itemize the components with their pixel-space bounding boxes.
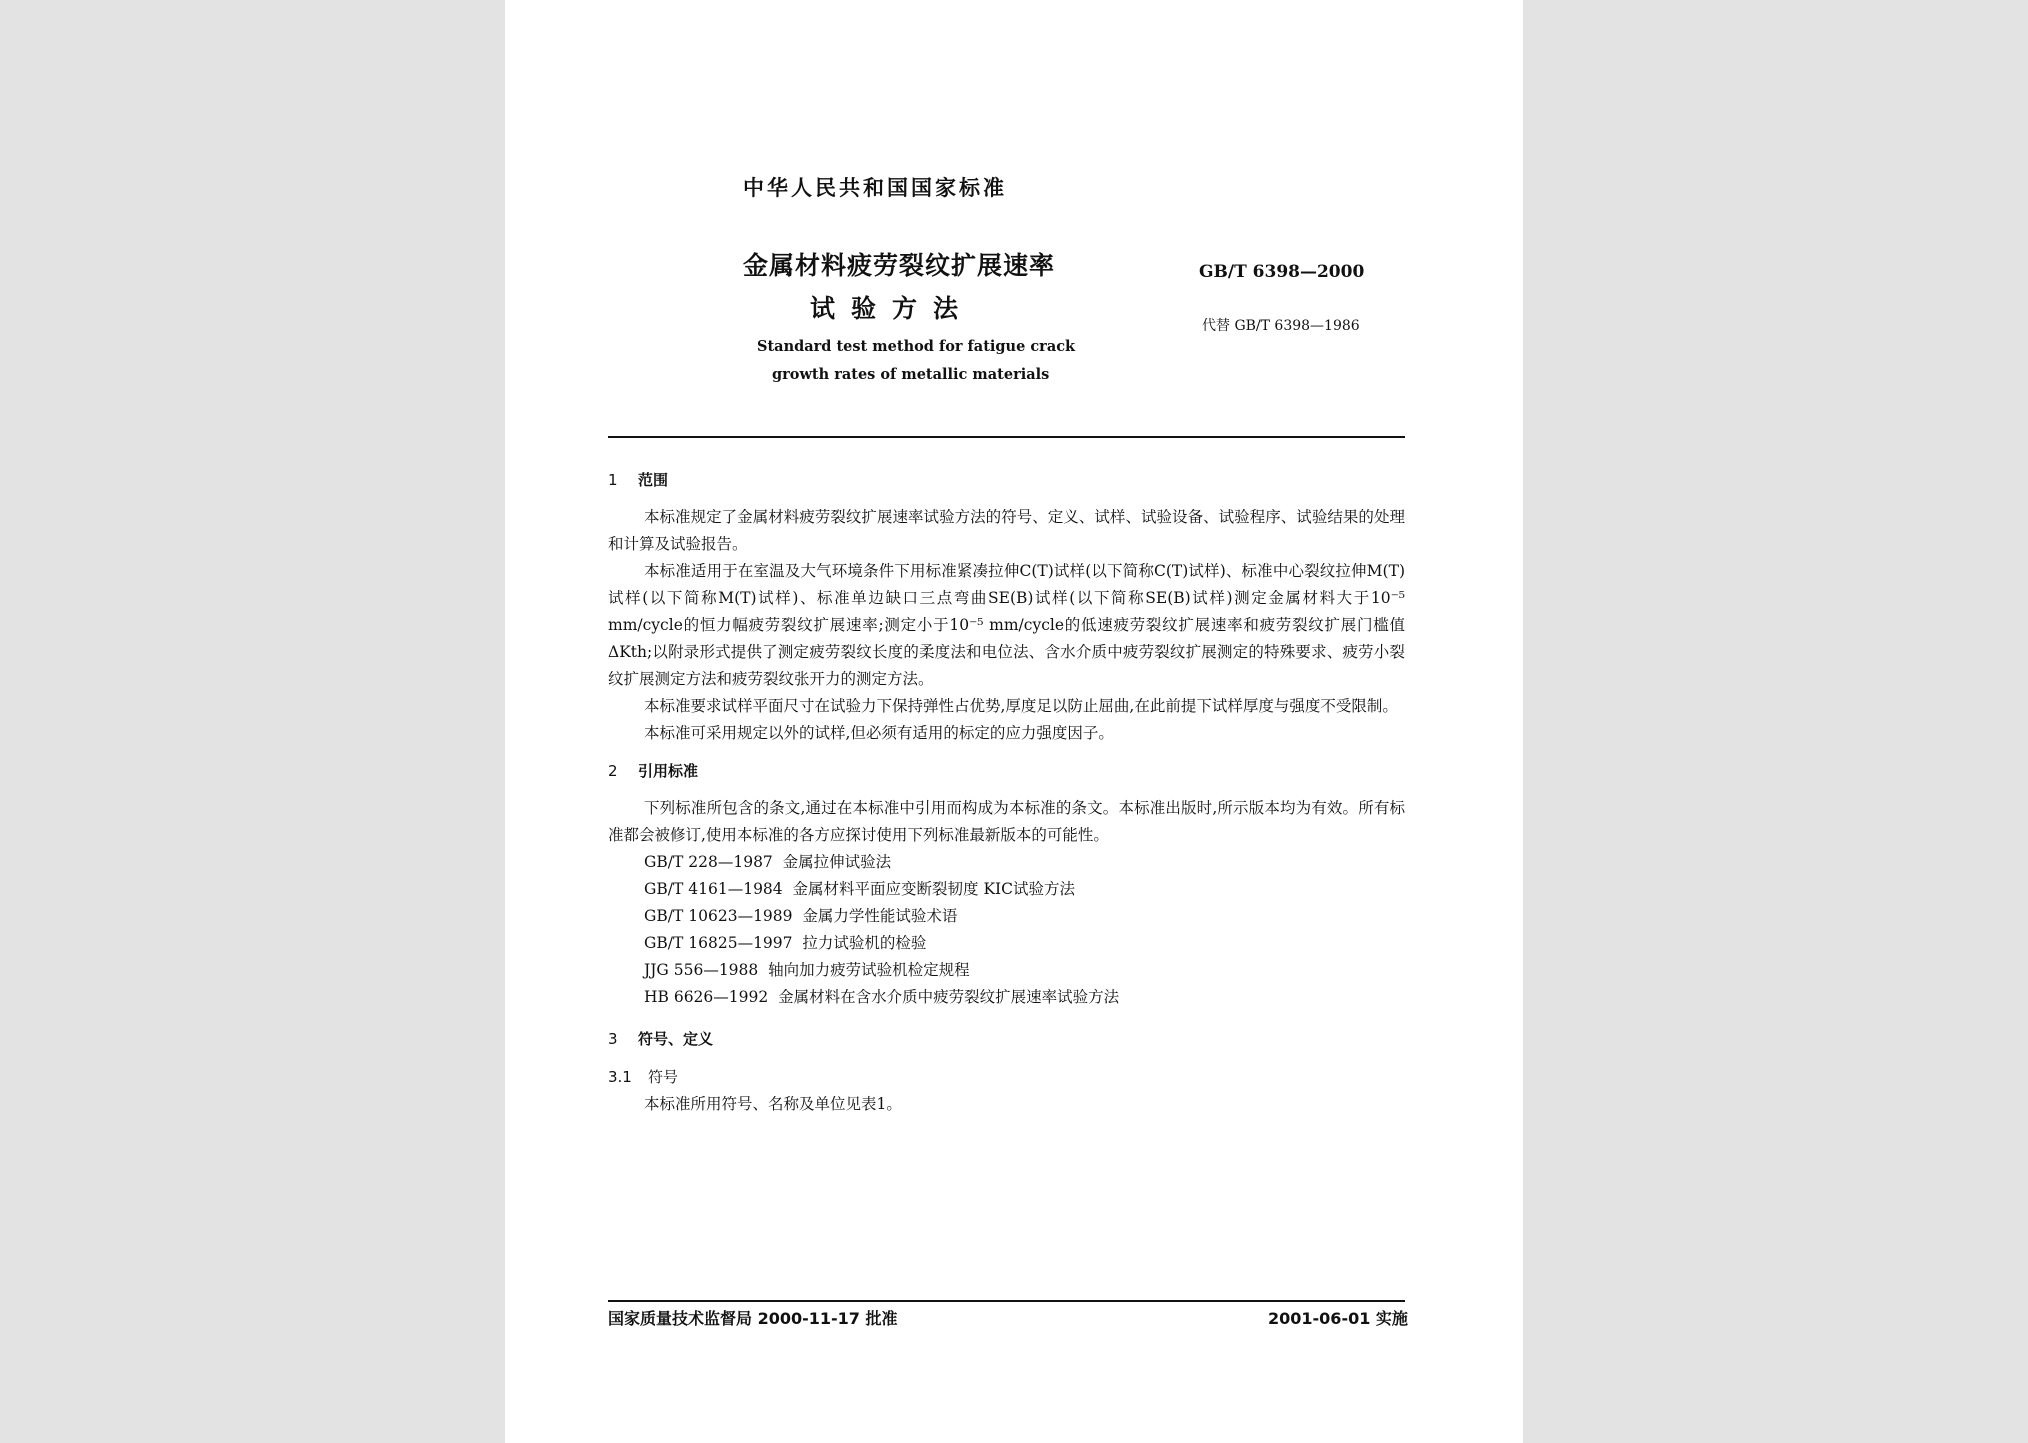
national-standard-title: 中华人民共和国国家标准 xyxy=(743,176,1007,200)
section-title: 引用标准 xyxy=(638,762,699,780)
reference-item: GB/T 16825—1997 拉力试验机的检验 xyxy=(644,934,927,952)
paragraph: 本标准适用于在室温及大气环境条件下用标准紧凑拉伸C(T)试样(以下简称C(T)试样)、标准中心裂纹拉伸M(T)试样(以下简称M(T)试样)、标准单边缺口三点弯曲SE(B)试样(以下简称SE(B)试样)测定金属材料大于10⁻⁵ mm/cycle的恒力幅疲劳裂纹扩展速率;测定小于10⁻⁵ mm/cycle的低速疲劳裂纹扩展速率和疲劳裂纹扩展门槛值ΔKth;以附录形式提供了测定疲劳裂纹长度的柔度法和电位法、含水介质中疲劳裂纹扩展测定的特殊要求、疲劳小裂纹扩展测定方法和疲劳裂纹张开力的测定方法。 xyxy=(608,562,1405,688)
reference-item: GB/T 10623—1989 金属力学性能试验术语 xyxy=(644,907,958,925)
header-divider xyxy=(608,436,1405,438)
paragraph: 本标准规定了金属材料疲劳裂纹扩展速率试验方法的符号、定义、试样、试验设备、试验程序、试验结果的处理和计算及试验报告。 xyxy=(608,508,1405,553)
section-number: 2 xyxy=(608,762,618,780)
reference-item: HB 6626—1992 金属材料在含水介质中疲劳裂纹扩展速率试验方法 xyxy=(644,988,1120,1006)
paragraph: 本标准所用符号、名称及单位见表1。 xyxy=(644,1095,902,1113)
effective-date: 2001-06-01 实施 xyxy=(1268,1309,1408,1328)
document-page xyxy=(505,0,1523,1443)
subsection-3-1-heading xyxy=(608,1063,1405,1091)
section-1-heading xyxy=(608,466,1405,494)
section-2-heading xyxy=(608,757,1405,785)
section-title: 符号、定义 xyxy=(638,1030,714,1048)
paragraph: 下列标准所包含的条文,通过在本标准中引用而构成为本标准的条文。本标准出版时,所示版本均为有效。所有标准都会被修订,使用本标准的各方应探讨使用下列标准最新版本的可能性。 xyxy=(608,799,1405,844)
section-3-heading xyxy=(608,1025,1405,1053)
paragraph: 本标准可采用规定以外的试样,但必须有适用的标定的应力强度因子。 xyxy=(644,724,1114,742)
document-body xyxy=(608,466,1405,1118)
reference-item: GB/T 228—1987 金属拉伸试验法 xyxy=(644,853,892,871)
reference-item: GB/T 4161—1984 金属材料平面应变断裂韧度 KIC试验方法 xyxy=(644,880,1076,898)
subsection-number: 3.1 xyxy=(608,1068,632,1086)
subsection-title: 符号 xyxy=(648,1068,679,1086)
section-title: 范围 xyxy=(638,471,669,489)
footer-divider xyxy=(608,1300,1405,1302)
standard-number: GB/T 6398—2000 xyxy=(1199,262,1365,282)
paragraph: 本标准要求试样平面尺寸在试验力下保持弹性占优势,厚度足以防止屈曲,在此前提下试样厚度与强度不受限制。 xyxy=(644,697,1398,715)
section-number: 1 xyxy=(608,471,618,489)
reference-item: JJG 556—1988 轴向加力疲劳试验机检定规程 xyxy=(644,961,970,979)
english-title-line1: Standard test method for fatigue crack xyxy=(757,338,1076,355)
document-title-line2: 试验方法 xyxy=(810,294,975,323)
section-number: 3 xyxy=(608,1030,618,1048)
english-title-line2: growth rates of metallic materials xyxy=(772,366,1050,383)
approval-date: 国家质量技术监督局 2000-11-17 批准 xyxy=(608,1309,898,1328)
replaces-standard: 代替 GB/T 6398—1986 xyxy=(1202,318,1360,334)
document-title-line1: 金属材料疲劳裂纹扩展速率 xyxy=(743,251,1056,280)
